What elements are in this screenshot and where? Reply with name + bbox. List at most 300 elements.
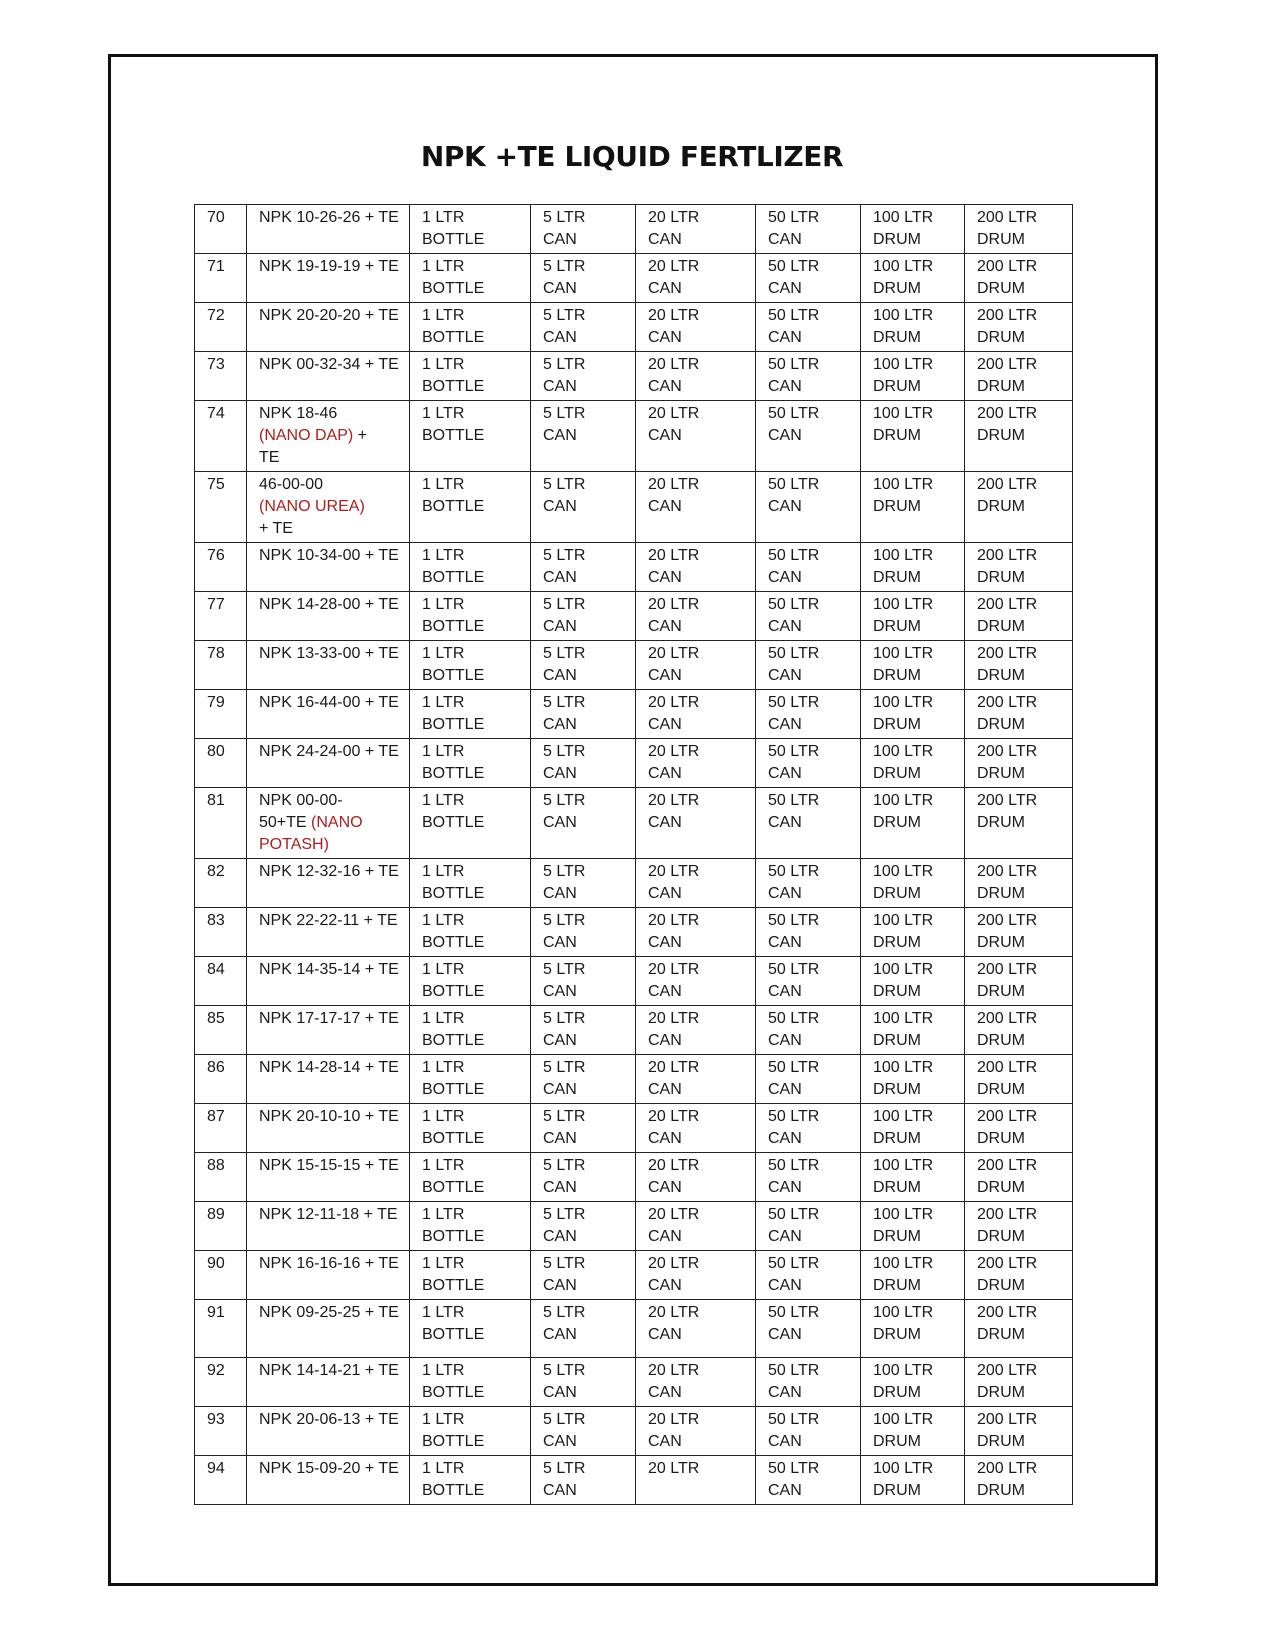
pack-volume: 100 LTR — [873, 792, 934, 809]
pack-type: DRUM — [873, 618, 921, 635]
pack-type: BOTTLE — [422, 378, 485, 395]
pack-volume: 50 LTR — [768, 1108, 820, 1125]
packaging-c1 — [410, 543, 531, 592]
pack-type: CAN — [648, 716, 682, 733]
product-name — [247, 1300, 410, 1358]
pack-type: CAN — [648, 1081, 682, 1098]
pack-volume: 200 LTR — [977, 1010, 1038, 1027]
packaging-c5 — [861, 908, 965, 957]
packaging-c6 — [965, 641, 1073, 690]
row-number: 92 — [195, 1358, 247, 1407]
packaging-c6 — [965, 957, 1073, 1006]
packaging-c1 — [410, 1055, 531, 1104]
packaging-c1 — [410, 254, 531, 303]
pack-volume: 50 LTR — [768, 645, 820, 662]
pack-volume: 5 LTR — [543, 209, 586, 226]
product-name — [247, 1055, 410, 1104]
pack-type: BOTTLE — [422, 814, 485, 831]
product-name-part: (NANO — [311, 814, 363, 831]
row-number: 77 — [195, 592, 247, 641]
packaging-c3 — [636, 352, 756, 401]
row-number: 76 — [195, 543, 247, 592]
product-name — [247, 1202, 410, 1251]
packaging-c5 — [861, 739, 965, 788]
pack-volume: 200 LTR — [977, 792, 1038, 809]
row-number: 94 — [195, 1456, 247, 1505]
packaging-c3 — [636, 1251, 756, 1300]
packaging-c2 — [531, 352, 636, 401]
pack-type: CAN — [768, 618, 802, 635]
pack-volume: 200 LTR — [977, 1411, 1038, 1428]
pack-volume: 5 LTR — [543, 596, 586, 613]
table-row — [195, 1358, 1073, 1407]
packaging-c6 — [965, 908, 1073, 957]
packaging-c5 — [861, 543, 965, 592]
pack-type: BOTTLE — [422, 1130, 485, 1147]
pack-volume: 1 LTR — [422, 1010, 465, 1027]
packaging-c2 — [531, 254, 636, 303]
packaging-c1 — [410, 1104, 531, 1153]
packaging-c5 — [861, 303, 965, 352]
product-name-part: TE — [259, 449, 280, 466]
packaging-c5 — [861, 1251, 965, 1300]
product-name-part: NPK 10-34-00 + TE — [259, 547, 399, 564]
packaging-c2 — [531, 592, 636, 641]
packaging-c3 — [636, 1358, 756, 1407]
packaging-c6 — [965, 739, 1073, 788]
pack-type: DRUM — [873, 716, 921, 733]
pack-volume: 5 LTR — [543, 547, 586, 564]
pack-type: CAN — [648, 1179, 682, 1196]
pack-volume: 100 LTR — [873, 1304, 934, 1321]
packaging-c5 — [861, 254, 965, 303]
packaging-c1 — [410, 472, 531, 543]
pack-type: CAN — [648, 934, 682, 951]
pack-type: CAN — [543, 1433, 577, 1450]
pack-type: DRUM — [873, 1081, 921, 1098]
pack-volume: 200 LTR — [977, 476, 1038, 493]
pack-type: DRUM — [977, 814, 1025, 831]
pack-type: DRUM — [873, 885, 921, 902]
pack-type: CAN — [648, 427, 682, 444]
packaging-c5 — [861, 1202, 965, 1251]
packaging-c5 — [861, 859, 965, 908]
pack-type: CAN — [543, 427, 577, 444]
packaging-c2 — [531, 1006, 636, 1055]
pack-volume: 200 LTR — [977, 1206, 1038, 1223]
pack-type: BOTTLE — [422, 934, 485, 951]
table-row — [195, 592, 1073, 641]
pack-volume: 50 LTR — [768, 209, 820, 226]
product-name — [247, 592, 410, 641]
packaging-c1 — [410, 401, 531, 472]
packaging-c3 — [636, 1055, 756, 1104]
pack-volume: 1 LTR — [422, 863, 465, 880]
packaging-c2 — [531, 1153, 636, 1202]
pack-type: CAN — [768, 934, 802, 951]
pack-type: CAN — [768, 1081, 802, 1098]
pack-type: CAN — [768, 231, 802, 248]
pack-volume: 200 LTR — [977, 863, 1038, 880]
packaging-c2 — [531, 472, 636, 543]
pack-type: CAN — [768, 1277, 802, 1294]
pack-volume: 5 LTR — [543, 1362, 586, 1379]
pack-volume: 20 LTR — [648, 792, 700, 809]
pack-volume: 5 LTR — [543, 1304, 586, 1321]
packaging-c3 — [636, 690, 756, 739]
pack-volume: 200 LTR — [977, 912, 1038, 929]
product-name — [247, 739, 410, 788]
product-name-part: NPK 14-35-14 + TE — [259, 961, 399, 978]
pack-volume: 5 LTR — [543, 1411, 586, 1428]
packaging-c3 — [636, 1407, 756, 1456]
pack-volume: 20 LTR — [648, 1362, 700, 1379]
packaging-c4 — [756, 352, 861, 401]
packaging-c3 — [636, 739, 756, 788]
packaging-c5 — [861, 401, 965, 472]
pack-type: DRUM — [873, 1032, 921, 1049]
pack-volume: 20 LTR — [648, 405, 700, 422]
packaging-c2 — [531, 303, 636, 352]
pack-volume: 100 LTR — [873, 863, 934, 880]
pack-type: DRUM — [873, 1384, 921, 1401]
packaging-c6 — [965, 352, 1073, 401]
product-name-part: NPK 16-16-16 + TE — [259, 1255, 399, 1272]
packaging-c4 — [756, 641, 861, 690]
pack-type: DRUM — [977, 378, 1025, 395]
product-name — [247, 401, 410, 472]
pack-volume: 50 LTR — [768, 1010, 820, 1027]
pack-volume: 50 LTR — [768, 1460, 820, 1477]
pack-volume: 200 LTR — [977, 596, 1038, 613]
pack-volume: 50 LTR — [768, 258, 820, 275]
pack-type: CAN — [543, 1277, 577, 1294]
pack-type: CAN — [768, 427, 802, 444]
product-name-part: NPK 13-33-00 + TE — [259, 645, 399, 662]
packaging-c1 — [410, 1153, 531, 1202]
packaging-c1 — [410, 205, 531, 254]
pack-volume: 1 LTR — [422, 1460, 465, 1477]
pack-volume: 5 LTR — [543, 476, 586, 493]
table-row — [195, 641, 1073, 690]
packaging-c4 — [756, 859, 861, 908]
row-number: 72 — [195, 303, 247, 352]
table-body — [195, 205, 1073, 1505]
packaging-c3 — [636, 543, 756, 592]
pack-type: DRUM — [873, 667, 921, 684]
pack-volume: 20 LTR — [648, 1010, 700, 1027]
packaging-c4 — [756, 690, 861, 739]
pack-type: DRUM — [977, 280, 1025, 297]
pack-volume: 1 LTR — [422, 547, 465, 564]
pack-volume: 1 LTR — [422, 209, 465, 226]
packaging-c4 — [756, 788, 861, 859]
pack-type: DRUM — [873, 378, 921, 395]
pack-volume: 20 LTR — [648, 1157, 700, 1174]
product-name-part: NPK 15-15-15 + TE — [259, 1157, 399, 1174]
pack-volume: 5 LTR — [543, 912, 586, 929]
pack-type: CAN — [543, 1228, 577, 1245]
pack-type: BOTTLE — [422, 1482, 485, 1499]
table-row — [195, 788, 1073, 859]
pack-type: DRUM — [873, 329, 921, 346]
pack-type: CAN — [768, 378, 802, 395]
pack-volume: 100 LTR — [873, 912, 934, 929]
row-number: 75 — [195, 472, 247, 543]
product-name-part: 50+TE — [259, 814, 312, 831]
packaging-c5 — [861, 1407, 965, 1456]
product-name-part: + — [353, 427, 368, 444]
packaging-c6 — [965, 788, 1073, 859]
pack-type: BOTTLE — [422, 667, 485, 684]
pack-volume: 200 LTR — [977, 1108, 1038, 1125]
packaging-c3 — [636, 254, 756, 303]
pack-volume: 1 LTR — [422, 476, 465, 493]
table-row — [195, 1055, 1073, 1104]
pack-type: BOTTLE — [422, 1277, 485, 1294]
pack-type: DRUM — [977, 1032, 1025, 1049]
pack-type: DRUM — [873, 1433, 921, 1450]
table-row — [195, 1456, 1073, 1505]
pack-type: DRUM — [977, 885, 1025, 902]
packaging-c3 — [636, 303, 756, 352]
pack-type: CAN — [768, 1228, 802, 1245]
packaging-c3 — [636, 205, 756, 254]
pack-type: DRUM — [873, 765, 921, 782]
product-name-part: NPK 12-32-16 + TE — [259, 863, 399, 880]
packaging-c6 — [965, 859, 1073, 908]
table-row — [195, 1202, 1073, 1251]
pack-volume: 100 LTR — [873, 1255, 934, 1272]
packaging-c4 — [756, 592, 861, 641]
pack-type: BOTTLE — [422, 1433, 485, 1450]
pack-type: CAN — [648, 1384, 682, 1401]
product-name — [247, 1358, 410, 1407]
packaging-c5 — [861, 788, 965, 859]
pack-type: CAN — [768, 280, 802, 297]
packaging-c4 — [756, 1006, 861, 1055]
pack-volume: 100 LTR — [873, 961, 934, 978]
pack-volume: 100 LTR — [873, 743, 934, 760]
table-row — [195, 1407, 1073, 1456]
pack-type: BOTTLE — [422, 983, 485, 1000]
packaging-c2 — [531, 641, 636, 690]
pack-type: CAN — [543, 716, 577, 733]
pack-type: CAN — [768, 814, 802, 831]
pack-type: BOTTLE — [422, 280, 485, 297]
pack-type: CAN — [768, 1179, 802, 1196]
fertilizer-table — [194, 204, 1073, 1505]
packaging-c6 — [965, 1456, 1073, 1505]
pack-volume: 50 LTR — [768, 863, 820, 880]
packaging-c2 — [531, 788, 636, 859]
product-name-part: NPK 24-24-00 + TE — [259, 743, 399, 760]
pack-volume: 1 LTR — [422, 1059, 465, 1076]
product-name-part: NPK 00-00- — [259, 792, 343, 809]
packaging-c1 — [410, 1202, 531, 1251]
product-name-part: NPK 00-32-34 + TE — [259, 356, 399, 373]
pack-type: DRUM — [873, 1228, 921, 1245]
packaging-c5 — [861, 1300, 965, 1358]
product-name — [247, 1251, 410, 1300]
pack-type: BOTTLE — [422, 885, 485, 902]
pack-volume: 50 LTR — [768, 1362, 820, 1379]
pack-type: CAN — [543, 1130, 577, 1147]
pack-type: CAN — [768, 1433, 802, 1450]
pack-type: DRUM — [977, 427, 1025, 444]
pack-volume: 20 LTR — [648, 476, 700, 493]
packaging-c6 — [965, 1251, 1073, 1300]
page-title: NPK +TE LIQUID FERTLIZER — [420, 140, 844, 173]
pack-volume: 5 LTR — [543, 1157, 586, 1174]
pack-volume: 20 LTR — [648, 645, 700, 662]
pack-type: CAN — [543, 280, 577, 297]
packaging-c6 — [965, 472, 1073, 543]
pack-type: CAN — [648, 378, 682, 395]
pack-type: BOTTLE — [422, 1384, 485, 1401]
pack-volume: 5 LTR — [543, 961, 586, 978]
product-name-part: NPK 14-28-14 + TE — [259, 1059, 399, 1076]
product-name — [247, 472, 410, 543]
packaging-c1 — [410, 592, 531, 641]
packaging-c6 — [965, 1202, 1073, 1251]
row-number: 74 — [195, 401, 247, 472]
pack-type: DRUM — [977, 1179, 1025, 1196]
table-row — [195, 859, 1073, 908]
pack-type: CAN — [543, 378, 577, 395]
pack-type: DRUM — [977, 569, 1025, 586]
pack-type: DRUM — [873, 1326, 921, 1343]
packaging-c3 — [636, 957, 756, 1006]
pack-volume: 5 LTR — [543, 645, 586, 662]
packaging-c5 — [861, 472, 965, 543]
packaging-c6 — [965, 401, 1073, 472]
pack-volume: 200 LTR — [977, 209, 1038, 226]
pack-volume: 20 LTR — [648, 694, 700, 711]
pack-volume: 50 LTR — [768, 547, 820, 564]
packaging-c2 — [531, 690, 636, 739]
pack-volume: 200 LTR — [977, 1460, 1038, 1477]
table-row — [195, 352, 1073, 401]
packaging-c2 — [531, 859, 636, 908]
row-number: 81 — [195, 788, 247, 859]
pack-type: DRUM — [977, 1228, 1025, 1245]
pack-type: CAN — [543, 765, 577, 782]
packaging-c4 — [756, 957, 861, 1006]
pack-type: CAN — [768, 1326, 802, 1343]
pack-type: DRUM — [873, 569, 921, 586]
pack-type: CAN — [543, 1081, 577, 1098]
packaging-c6 — [965, 205, 1073, 254]
pack-type: BOTTLE — [422, 618, 485, 635]
product-name-part: NPK 22-22-11 + TE — [259, 912, 398, 929]
pack-volume: 1 LTR — [422, 792, 465, 809]
pack-volume: 1 LTR — [422, 356, 465, 373]
row-number: 80 — [195, 739, 247, 788]
pack-type: BOTTLE — [422, 1081, 485, 1098]
pack-type: DRUM — [873, 427, 921, 444]
packaging-c2 — [531, 1104, 636, 1153]
pack-type: DRUM — [873, 934, 921, 951]
pack-type: BOTTLE — [422, 427, 485, 444]
pack-type: CAN — [543, 1384, 577, 1401]
pack-volume: 20 LTR — [648, 912, 700, 929]
pack-volume: 50 LTR — [768, 405, 820, 422]
table-row — [195, 1251, 1073, 1300]
pack-volume: 50 LTR — [768, 356, 820, 373]
packaging-c4 — [756, 908, 861, 957]
row-number: 90 — [195, 1251, 247, 1300]
packaging-c1 — [410, 1456, 531, 1505]
pack-volume: 50 LTR — [768, 307, 820, 324]
pack-type: DRUM — [977, 1482, 1025, 1499]
pack-type: DRUM — [977, 1130, 1025, 1147]
pack-volume: 50 LTR — [768, 1411, 820, 1428]
pack-type: CAN — [648, 1326, 682, 1343]
packaging-c3 — [636, 592, 756, 641]
table-row — [195, 1300, 1073, 1358]
pack-type: CAN — [768, 1032, 802, 1049]
packaging-c5 — [861, 1456, 965, 1505]
pack-type: CAN — [543, 1326, 577, 1343]
pack-volume: 1 LTR — [422, 1157, 465, 1174]
pack-volume: 200 LTR — [977, 1304, 1038, 1321]
packaging-c2 — [531, 1456, 636, 1505]
pack-volume: 50 LTR — [768, 1157, 820, 1174]
packaging-c5 — [861, 1104, 965, 1153]
product-name — [247, 1456, 410, 1505]
pack-type: DRUM — [873, 498, 921, 515]
product-name-part: NPK 20-06-13 + TE — [259, 1411, 399, 1428]
product-name — [247, 254, 410, 303]
packaging-c2 — [531, 739, 636, 788]
pack-volume: 100 LTR — [873, 1362, 934, 1379]
product-name-part: NPK 19-19-19 + TE — [259, 258, 399, 275]
pack-type: CAN — [543, 814, 577, 831]
pack-volume: 50 LTR — [768, 792, 820, 809]
packaging-c6 — [965, 1006, 1073, 1055]
pack-type: DRUM — [873, 814, 921, 831]
packaging-c2 — [531, 1358, 636, 1407]
packaging-c6 — [965, 1358, 1073, 1407]
pack-volume: 100 LTR — [873, 1411, 934, 1428]
pack-volume: 20 LTR — [648, 1460, 700, 1477]
pack-type: DRUM — [977, 983, 1025, 1000]
packaging-c3 — [636, 1006, 756, 1055]
pack-type: CAN — [543, 498, 577, 515]
pack-type: DRUM — [977, 934, 1025, 951]
pack-volume: 200 LTR — [977, 961, 1038, 978]
pack-type: CAN — [768, 1130, 802, 1147]
pack-type: CAN — [768, 667, 802, 684]
pack-type: CAN — [648, 569, 682, 586]
pack-type: CAN — [543, 667, 577, 684]
packaging-c4 — [756, 1407, 861, 1456]
packaging-c1 — [410, 908, 531, 957]
pack-volume: 50 LTR — [768, 476, 820, 493]
packaging-c4 — [756, 1456, 861, 1505]
pack-type: DRUM — [977, 765, 1025, 782]
pack-type: DRUM — [977, 618, 1025, 635]
packaging-c3 — [636, 472, 756, 543]
pack-type: DRUM — [977, 1326, 1025, 1343]
row-number: 87 — [195, 1104, 247, 1153]
pack-type: BOTTLE — [422, 231, 485, 248]
product-name — [247, 543, 410, 592]
pack-volume: 100 LTR — [873, 645, 934, 662]
packaging-c1 — [410, 303, 531, 352]
pack-volume: 100 LTR — [873, 1157, 934, 1174]
